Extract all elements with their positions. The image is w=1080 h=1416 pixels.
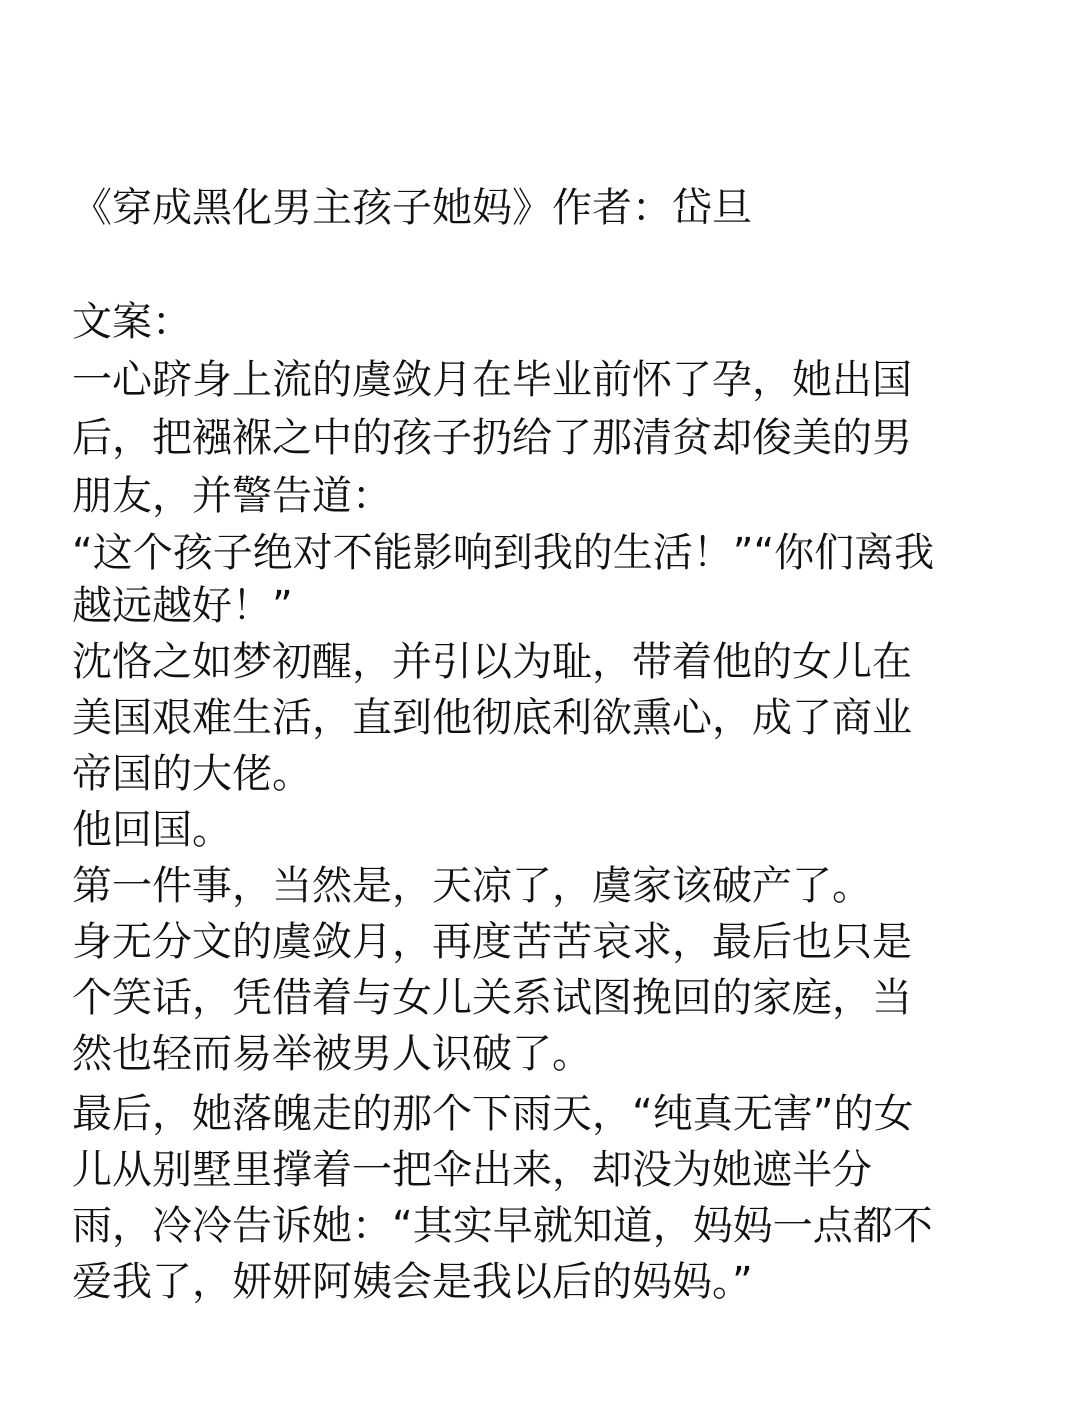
text-line: 美国艰难生活，直到他彻底利欲熏心，成了商业 (72, 695, 912, 741)
text-line: 爱我了，妍妍阿姨会是我以后的妈妈。” (72, 1259, 753, 1305)
text-line: 身无分文的虞敛月，再度苦苦哀求，最后也只是 (72, 919, 912, 965)
text-line: 儿从别墅里撑着一把伞出来，却没为她遮半分 (72, 1147, 872, 1193)
text-line: 朋友，并警告道： (72, 473, 392, 519)
text-line: 他回国。 (72, 807, 232, 853)
text-line: 帝国的大佬。 (72, 751, 312, 797)
section-label: 文案： (72, 299, 192, 345)
text-line: “这个孩子绝对不能影响到我的生活！”“你们离我 (72, 530, 935, 576)
text-line: 越远越好！” (72, 583, 293, 629)
text-line: 个笑话，凭借着与女儿关系试图挽回的家庭，当 (72, 975, 912, 1021)
text-line: 一心跻身上流的虞敛月在毕业前怀了孕，她出国 (72, 357, 912, 403)
text-line: 雨，冷冷告诉她：“其实早就知道，妈妈一点都不 (72, 1203, 933, 1249)
text-line: 第一件事，当然是，天凉了，虞家该破产了。 (72, 863, 872, 909)
text-line: 然也轻而易举被男人识破了。 (72, 1031, 592, 1077)
text-line: 后，把襁褓之中的孩子扔给了那清贫却俊美的男 (72, 415, 912, 461)
text-line: 沈恪之如梦初醒，并引以为耻，带着他的女儿在 (72, 639, 912, 685)
text-line: 最后，她落魄走的那个下雨天，“纯真无害”的女 (72, 1091, 914, 1137)
document-title: 《穿成黑化男主孩子她妈》作者：岱旦 (72, 185, 752, 231)
